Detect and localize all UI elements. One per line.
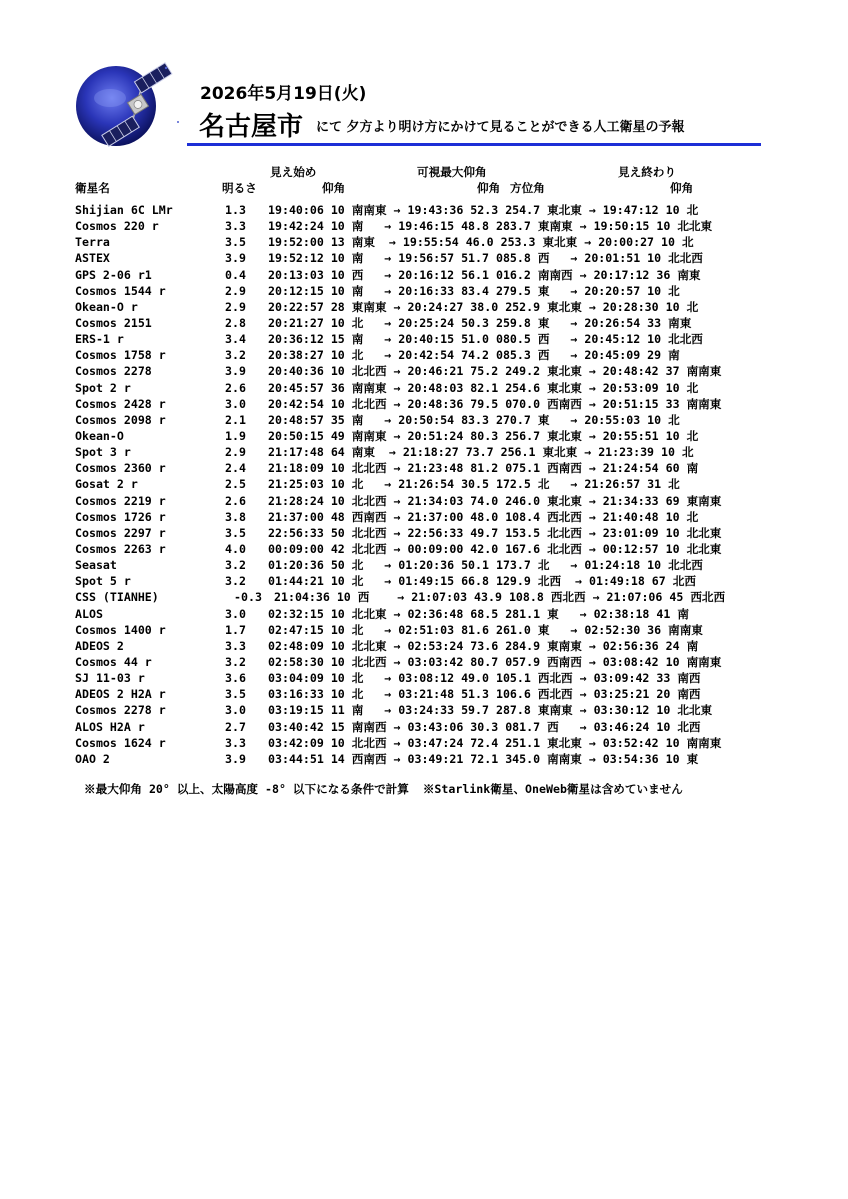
table-row <box>75 670 775 686</box>
pass-details: 21:04:36 10 西 → 21:07:03 43.9 108.8 西北西 → 21:07:06 45 西北西 <box>274 590 726 605</box>
satellite-magnitude: 0.4 <box>225 267 246 282</box>
pass-details: 20:45:57 36 南南東 → 20:48:03 82.1 254.6 東北東 → 20:53:09 10 北 <box>268 380 699 395</box>
table-row <box>75 444 775 460</box>
table-row <box>75 751 775 767</box>
pass-details: 20:22:57 28 東南東 → 20:24:27 38.0 252.9 東北東 → 20:28:30 10 北 <box>268 299 699 314</box>
forecast-date: 2026年5月19日(火) <box>200 84 367 104</box>
header-end-group: 見え終わり <box>618 165 676 179</box>
header-satellite: 衛星名 <box>75 181 110 195</box>
satellite-name: Okean-O <box>75 428 124 443</box>
satellite-magnitude: 3.2 <box>225 654 246 669</box>
satellite-name: Cosmos 1400 r <box>75 622 166 637</box>
table-row <box>75 686 775 702</box>
satellite-name: ADEOS 2 <box>75 638 124 653</box>
header-rule <box>187 143 761 146</box>
table-row <box>75 283 775 299</box>
header-start-group: 見え始め <box>270 165 317 179</box>
satellite-magnitude: 2.6 <box>225 380 246 395</box>
satellite-name: Cosmos 220 r <box>75 219 159 234</box>
satellite-magnitude: 2.7 <box>225 719 246 734</box>
table-row <box>75 573 775 589</box>
header-max-azimuth: 方位角 <box>510 181 545 195</box>
satellite-name: Seasat <box>75 558 117 573</box>
table-row <box>75 509 775 525</box>
pass-details: 03:44:51 14 西南西 → 03:49:21 72.1 345.0 南南東 → 03:54:36 10 東 <box>268 751 699 766</box>
satellite-name: SJ 11-03 r <box>75 671 145 686</box>
pass-details: 20:50:15 49 南南東 → 20:51:24 80.3 256.7 東北東 → 20:55:51 10 北 <box>268 428 699 443</box>
table-row <box>75 250 775 266</box>
pass-details: 03:42:09 10 北北西 → 03:47:24 72.4 251.1 東北東 → 03:52:42 10 南南東 <box>268 735 722 750</box>
table-row <box>75 589 775 605</box>
satellite-name: Spot 5 r <box>75 574 131 589</box>
table-row <box>75 735 775 751</box>
pass-details: 02:32:15 10 北北東 → 02:36:48 68.5 281.1 東 → 02:38:18 41 南 <box>268 606 689 621</box>
pass-details: 22:56:33 50 北北西 → 22:56:33 49.7 153.5 北北西 → 23:01:09 10 北北東 <box>268 525 722 540</box>
satellite-magnitude: 1.3 <box>225 203 246 217</box>
pass-details: 03:40:42 15 南南西 → 03:43:06 30.3 081.7 西 → 03:46:24 10 北西 <box>268 719 701 734</box>
forecast-subtitle: にて 夕方より明け方にかけて見ることができる人工衛星の予報 <box>316 120 685 135</box>
satellite-name: Okean-O r <box>75 299 138 314</box>
table-row <box>75 299 775 315</box>
table-row <box>75 702 775 718</box>
satellite-name: Cosmos 2360 r <box>75 461 166 476</box>
satellite-magnitude: 2.9 <box>225 445 246 460</box>
table-row <box>75 638 775 654</box>
pass-details: 19:40:06 10 南南東 → 19:43:36 52.3 254.7 東北東 → 19:47:12 10 北 <box>268 203 699 217</box>
pass-details: 01:20:36 50 北 → 01:20:36 50.1 173.7 北 → 01:24:18 10 北北西 <box>268 558 703 573</box>
satellite-magnitude: 3.2 <box>225 558 246 573</box>
satellite-name: Cosmos 2428 r <box>75 396 166 411</box>
pass-details: 03:19:15 11 南 → 03:24:33 59.7 287.8 東南東 → 03:30:12 10 北北東 <box>268 703 713 718</box>
city-name: 名古屋市 <box>199 112 304 142</box>
table-row <box>75 606 775 622</box>
satellite-name: Cosmos 2297 r <box>75 525 166 540</box>
table-row <box>75 396 775 412</box>
satellite-name: Shijian 6C LMr <box>75 203 173 217</box>
satellite-name: Cosmos 44 r <box>75 654 152 669</box>
satellite-magnitude: 3.3 <box>225 638 246 653</box>
satellite-name: Gosat 2 r <box>75 477 138 492</box>
satellite-magnitude: 2.4 <box>225 461 246 476</box>
pass-details: 20:42:54 10 北北西 → 20:48:36 79.5 070.0 西南西 → 20:51:15 33 南南東 <box>268 396 722 411</box>
pass-details: 19:52:12 10 南 → 19:56:57 51.7 085.8 西 → 20:01:51 10 北北西 <box>268 251 703 266</box>
pass-details: 20:40:36 10 北北西 → 20:46:21 75.2 249.2 東北東 → 20:48:42 37 南南東 <box>268 364 722 379</box>
table-row <box>75 541 775 557</box>
satellite-name: Cosmos 2278 r <box>75 703 166 718</box>
pass-details: 19:52:00 13 南東 → 19:55:54 46.0 253.3 東北東 → 20:00:27 10 北 <box>268 235 694 250</box>
table-row <box>75 315 775 331</box>
table-row <box>75 476 775 492</box>
header-start-elevation: 仰角 <box>322 181 346 195</box>
satellite-name: OAO 2 <box>75 751 110 766</box>
pass-details: 00:09:00 42 北北西 → 00:09:00 42.0 167.6 北北西 → 00:12:57 10 北北東 <box>268 541 722 556</box>
table-row <box>75 525 775 541</box>
satellite-magnitude: 3.9 <box>225 364 246 379</box>
satellite-earth-logo <box>74 54 190 158</box>
table-row <box>75 331 775 347</box>
satellite-name: Cosmos 2278 <box>75 364 152 379</box>
table-row <box>75 622 775 638</box>
table-row <box>75 412 775 428</box>
table-row <box>75 234 775 250</box>
pass-details: 20:13:03 10 西 → 20:16:12 56.1 016.2 南南西 → 20:17:12 36 南東 <box>268 267 701 282</box>
pass-details: 02:47:15 10 北 → 02:51:03 81.6 261.0 東 → 02:52:30 36 南南東 <box>268 622 703 637</box>
satellite-magnitude: 3.4 <box>225 332 246 347</box>
satellite-magnitude: 3.0 <box>225 606 246 621</box>
pass-details: 20:36:12 15 南 → 20:40:15 51.0 080.5 西 → 20:45:12 10 北北西 <box>268 332 703 347</box>
satellite-name: Terra <box>75 235 110 250</box>
satellite-magnitude: -0.3 <box>234 590 262 605</box>
table-row <box>75 347 775 363</box>
satellite-name: ALOS H2A r <box>75 719 145 734</box>
satellite-name: ALOS <box>75 606 103 621</box>
satellite-name: Spot 3 r <box>75 445 131 460</box>
footer-note: ※最大仰角 20° 以上、太陽高度 -8° 以下になる条件で計算 ※Starlink衛星、OneWeb衛星は含めていません <box>84 782 683 796</box>
pass-details: 20:48:57 35 南 → 20:50:54 83.3 270.7 東 → 20:55:03 10 北 <box>268 412 680 427</box>
satellite-name: Cosmos 1544 r <box>75 283 166 298</box>
header-magnitude: 明るさ <box>222 181 257 195</box>
satellite-magnitude: 2.6 <box>225 493 246 508</box>
table-row <box>75 557 775 573</box>
satellite-name: GPS 2-06 r1 <box>75 267 152 282</box>
satellite-name: ERS-1 r <box>75 332 124 347</box>
satellite-magnitude: 3.6 <box>225 671 246 686</box>
satellite-magnitude: 3.0 <box>225 396 246 411</box>
pass-details: 21:28:24 10 北北西 → 21:34:03 74.0 246.0 東北東 → 21:34:33 69 東南東 <box>268 493 722 508</box>
header-max-group: 可視最大仰角 <box>417 165 487 179</box>
satellite-magnitude: 3.5 <box>225 525 246 540</box>
pass-details: 03:16:33 10 北 → 03:21:48 51.3 106.6 西北西 → 03:25:21 20 南西 <box>268 687 701 702</box>
table-row <box>75 218 775 234</box>
satellite-magnitude: 3.0 <box>225 703 246 718</box>
satellite-magnitude: 2.9 <box>225 283 246 298</box>
header-max-elevation: 仰角 <box>477 181 501 195</box>
satellite-name: Cosmos 1726 r <box>75 509 166 524</box>
pass-details: 21:25:03 10 北 → 21:26:54 30.5 172.5 北 → 21:26:57 31 北 <box>268 477 680 492</box>
satellite-name: Cosmos 2098 r <box>75 412 166 427</box>
pass-details: 19:42:24 10 南 → 19:46:15 48.8 283.7 東南東 → 19:50:15 10 北北東 <box>268 219 713 234</box>
table-row <box>75 719 775 735</box>
satellite-magnitude: 2.5 <box>225 477 246 492</box>
satellite-magnitude: 1.9 <box>225 428 246 443</box>
satellite-name: Cosmos 2219 r <box>75 493 166 508</box>
satellite-magnitude: 3.2 <box>225 574 246 589</box>
satellite-magnitude: 3.3 <box>225 735 246 750</box>
pass-details: 20:21:27 10 北 → 20:25:24 50.3 259.8 東 → 20:26:54 33 南東 <box>268 315 692 330</box>
satellite-magnitude: 3.5 <box>225 235 246 250</box>
satellite-magnitude: 3.9 <box>225 751 246 766</box>
satellite-name: Cosmos 2263 r <box>75 541 166 556</box>
pass-details: 20:12:15 10 南 → 20:16:33 83.4 279.5 東 → 20:20:57 10 北 <box>268 283 680 298</box>
pass-details: 21:17:48 64 南東 → 21:18:27 73.7 256.1 東北東 → 21:23:39 10 北 <box>268 445 694 460</box>
satellite-magnitude: 3.8 <box>225 509 246 524</box>
satellite-magnitude: 2.1 <box>225 412 246 427</box>
pass-details: 20:38:27 10 北 → 20:42:54 74.2 085.3 西 → 20:45:09 29 南 <box>268 348 680 363</box>
table-row <box>75 380 775 396</box>
satellite-name: ASTEX <box>75 251 110 266</box>
satellite-name: Cosmos 2151 <box>75 315 152 330</box>
satellite-name: Spot 2 r <box>75 380 131 395</box>
table-row <box>75 363 775 379</box>
pass-details: 02:48:09 10 北北東 → 02:53:24 73.6 284.9 東南東 → 02:56:36 24 南 <box>268 638 699 653</box>
table-row <box>75 267 775 283</box>
header-end-elevation: 仰角 <box>670 181 694 195</box>
table-row <box>75 654 775 670</box>
satellite-table <box>75 202 775 767</box>
satellite-name: CSS (TIANHE) <box>75 590 159 605</box>
satellite-magnitude: 2.8 <box>225 315 246 330</box>
satellite-magnitude: 2.9 <box>225 299 246 314</box>
satellite-magnitude: 4.0 <box>225 541 246 556</box>
table-row <box>75 460 775 476</box>
table-row <box>75 202 775 218</box>
pass-details: 21:37:00 48 西南西 → 21:37:00 48.0 108.4 西北西 → 21:40:48 10 北 <box>268 509 699 524</box>
satellite-name: ADEOS 2 H2A r <box>75 687 166 702</box>
satellite-magnitude: 3.3 <box>225 219 246 234</box>
satellite-name: Cosmos 1758 r <box>75 348 166 363</box>
pass-details: 03:04:09 10 北 → 03:08:12 49.0 105.1 西北西 → 03:09:42 33 南西 <box>268 671 701 686</box>
satellite-magnitude: 3.9 <box>225 251 246 266</box>
pass-details: 01:44:21 10 北 → 01:49:15 66.8 129.9 北西 → 01:49:18 67 北西 <box>268 574 696 589</box>
satellite-magnitude: 3.2 <box>225 348 246 363</box>
pass-details: 21:18:09 10 北北西 → 21:23:48 81.2 075.1 西南西 → 21:24:54 60 南 <box>268 461 699 476</box>
satellite-magnitude: 1.7 <box>225 622 246 637</box>
table-row <box>75 493 775 509</box>
pass-details: 02:58:30 10 北北西 → 03:03:42 80.7 057.9 西南西 → 03:08:42 10 南南東 <box>268 654 722 669</box>
satellite-name: Cosmos 1624 r <box>75 735 166 750</box>
table-row <box>75 428 775 444</box>
satellite-magnitude: 3.5 <box>225 687 246 702</box>
